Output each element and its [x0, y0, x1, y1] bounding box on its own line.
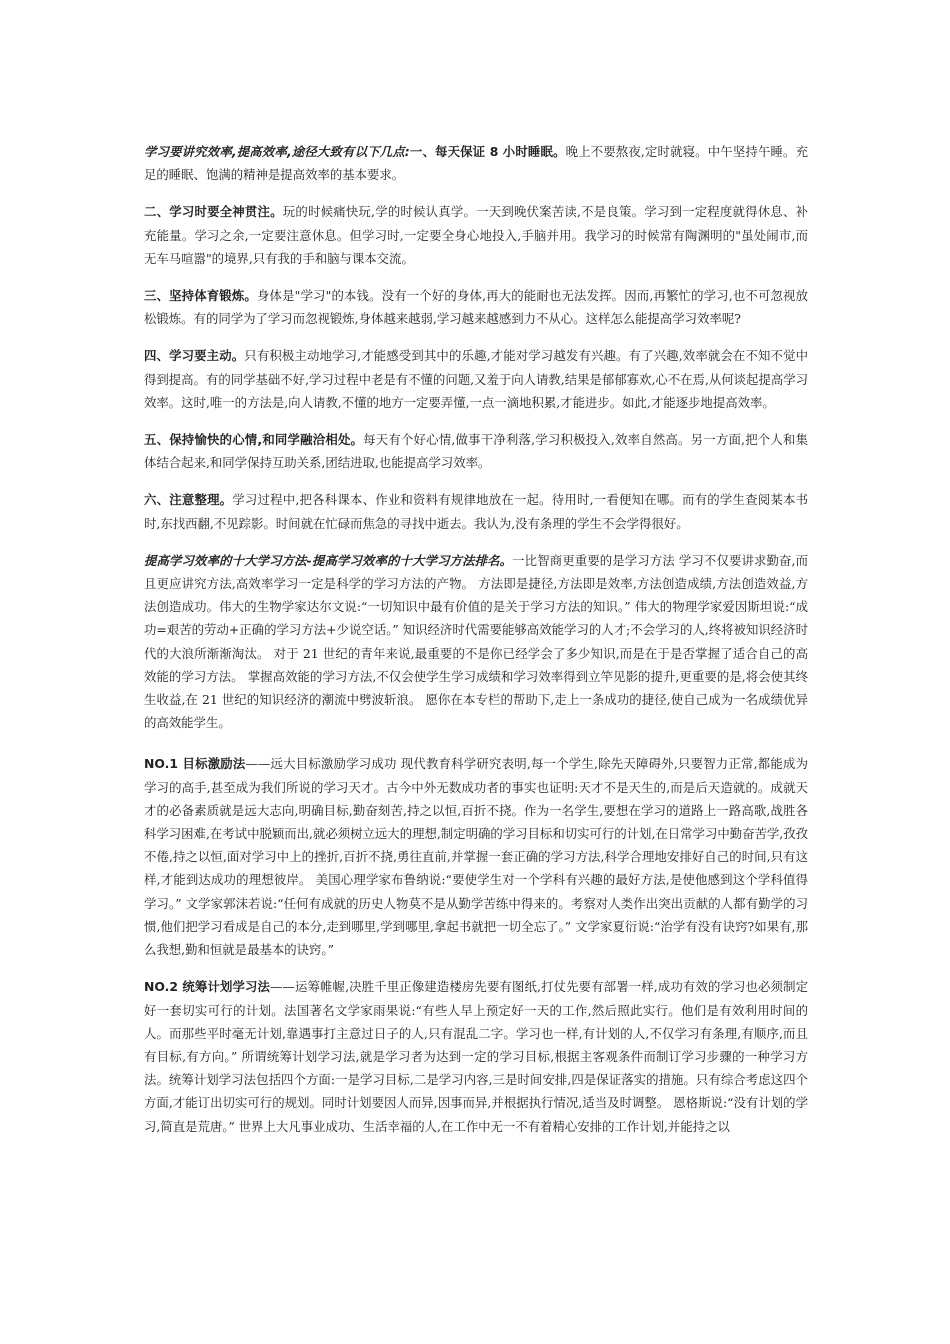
- tip-4-heading: 四、学习要主动。: [144, 348, 245, 364]
- paragraph-sleep: [144, 140, 808, 186]
- tip-5-heading: 五、保持愉快的心情,和同学融洽相处。: [144, 432, 364, 448]
- tip-2-heading: 二、学习时要全神贯注。: [144, 204, 283, 220]
- ten-methods-heading: 提高学习效率的十大学习方法-提高学习效率的十大学习方法排名。: [144, 552, 513, 568]
- paragraph-organize: [144, 488, 808, 534]
- no2-text: ——运筹帷幄,决胜千里正像建造楼房先要有图纸,打仗先要有部署一样,成功有效的学习也必须制定好一套切实可行的计划。法国著名文学家雨果说:“有些人早上预定好一天的工作,然后照此实行。他们是有效利用时间的人。而那些平时毫无计划,靠遇事打主意过日子的人,只有混乱二字。学习也一样,有计划的人,不仅学习有条理,有顺序,而且有目标,有方向。” 所谓统筹计划学习法,就是学习者为达到一定的学习目标,根据主客观条件而制订学习步骤的一种学习方法。统筹计划学习法包括四个方面:一是学习目标,二是学习内容,三是时间安排,四是保证落实的措施。只有综合考虑这四个方面,才能订出切实可行的规划。同时计划要因人而异,因事而异,并根据执行情况,适当及时调整。 恩格斯说:“没有计划的学习,简直是荒唐。” 世界上大凡事业成功、生活幸福的人,在工作中无一不有着精心安排的工作计划,并能持之以: [144, 979, 808, 1134]
- ten-methods-text: 一比智商更重要的是学习方法 学习不仅要讲求勤奋,而且更应讲究方法,高效率学习一定是科学的学习方法的产物。 方法即是捷径,方法即是效率,方法创造成绩,方法创造效益,方法创造成功。伟大的生物学家达尔文说:“一切知识中最有价值的是关于学习方法的知识。” 伟大的物理学家爱因斯坦说:“成功=艰苦的劳动+正确的学习方法+少说空话。” 知识经济时代需要能够高效能学习的人才;不会学习的人,终将被知识经济时代的大浪所渐渐淘汰。 对于 21 世纪的青年来说,最重要的不是你已经学会了多少知识,而是在于是否掌握了适合自己的高效能的学习方法。 掌握高效能的学习方法,不仅会使学生学习成绩和学习效率得到立竿见影的提升,更重要的是,将会使其终生收益,在 21 世纪的知识经济的潮流中劈波斩浪。 愿你在本专栏的帮助下,走上一条成功的捷径,使自己成为一名成绩优异的高效能学生。: [144, 552, 808, 731]
- tip-6-text: 学习过程中,把各科课本、作业和资料有规律地放在一起。待用时,一看便知在哪。而有的学生查阅某本书时,东找西翻,不见踪影。时间就在忙碌而焦急的寻找中逝去。我认为,没有条理的学生不会学得很好。: [144, 492, 808, 531]
- tip-1-heading: 一、每天保证 8 小时睡眠。: [409, 144, 566, 159]
- intro-heading: 学习要讲究效率,提高效率,途径大致有以下几点:: [144, 144, 410, 159]
- tip-5-text: 每天有个好心情,做事干净利落,学习积极投入,效率自然高。另一方面,把个人和集体结合起来,和同学保持互助关系,团结进取,也能提高学习效率。: [144, 432, 808, 471]
- paragraph-no2-planning: [144, 975, 808, 1137]
- paragraph-focus: [144, 200, 808, 270]
- document-page: [144, 140, 808, 1152]
- paragraph-exercise: [144, 284, 808, 330]
- tip-2-text: 玩的时候痛快玩,学的时候认真学。一天到晚伏案苦读,不是良策。学习到一定程度就得休息、补充能量。学习之余,一定要注意休息。但学习时,一定要全身心地投入,手脑并用。我学习的时候常有陶渊明的"虽处闹市,而无车马喧嚣"的境界,只有我的手和脑与课本交流。: [144, 204, 808, 266]
- tip-1-text: 晚上不要熬夜,定时就寝。中午坚持午睡。充足的睡眠、饱满的精神是提高效率的基本要求。: [144, 144, 808, 183]
- tip-3-text: 身体是"学习"的本钱。没有一个好的身体,再大的能耐也无法发挥。因而,再繁忙的学习,也不可忽视放松锻炼。有的同学为了学习而忽视锻炼,身体越来越弱,学习越来越感到力不从心。这样怎么能提高学习效率呢?: [144, 288, 808, 327]
- paragraph-ten-methods: [144, 549, 808, 735]
- tip-6-heading: 六、注意整理。: [144, 492, 233, 508]
- no1-heading: NO.1 目标激励法: [144, 756, 246, 772]
- paragraph-no1-goal-motivation: [144, 752, 808, 961]
- tip-4-text: 只有积极主动地学习,才能感受到其中的乐趣,才能对学习越发有兴趣。有了兴趣,效率就会在不知不觉中得到提高。有的同学基础不好,学习过程中老是有不懂的问题,又羞于向人请教,结果是郁郁寡欢,心不在焉,从何谈起提高学习效率。这时,唯一的方法是,向人请教,不懂的地方一定要弄懂,一点一滴地积累,才能进步。如此,才能逐步地提高效率。: [144, 348, 809, 410]
- tip-3-heading: 三、坚持体育锻炼。: [144, 288, 257, 304]
- no2-heading: NO.2 统筹计划学习法: [144, 979, 271, 995]
- no1-text: ——远大目标激励学习成功 现代教育科学研究表明,每一个学生,除先天障碍外,只要智力正常,都能成为学习的高手,甚至成为我们所说的学习天才。古今中外无数成功者的事实也证明:天才不是天生的,而是后天造就的。成就天才的必备素质就是远大志向,明确目标,勤奋刻苦,持之以恒,百折不挠。作为一名学生,要想在学习的道路上一路高歌,战胜各科学习困难,在考试中脱颖而出,就必须树立远大的理想,制定明确的学习目标和切实可行的计划,在日常学习中勤奋苦学,孜孜不倦,持之以恒,面对学习中上的挫折,百折不挠,勇往直前,并掌握一套正确的学习方法,科学合理地安排好自己的时间,只有这样,才能到达成功的理想彼岸。 美国心理学家布鲁纳说:“要使学生对一个学科有兴趣的最好方法,是使他感到这个学科值得学习。” 文学家郭沫若说:“任何有成就的历史人物莫不是从勤学苦练中得来的。考察对人类作出突出贡献的人都有勤学的习惯,他们把学习看成是自己的本分,走到哪里,学到哪里,拿起书就把一切全忘了。” 文学家夏衍说:“治学有没有诀窍?如果有,那么我想,勤和恒就是最基本的诀窍。”: [144, 756, 809, 958]
- paragraph-good-mood: [144, 428, 808, 474]
- paragraph-active-learning: [144, 344, 808, 414]
